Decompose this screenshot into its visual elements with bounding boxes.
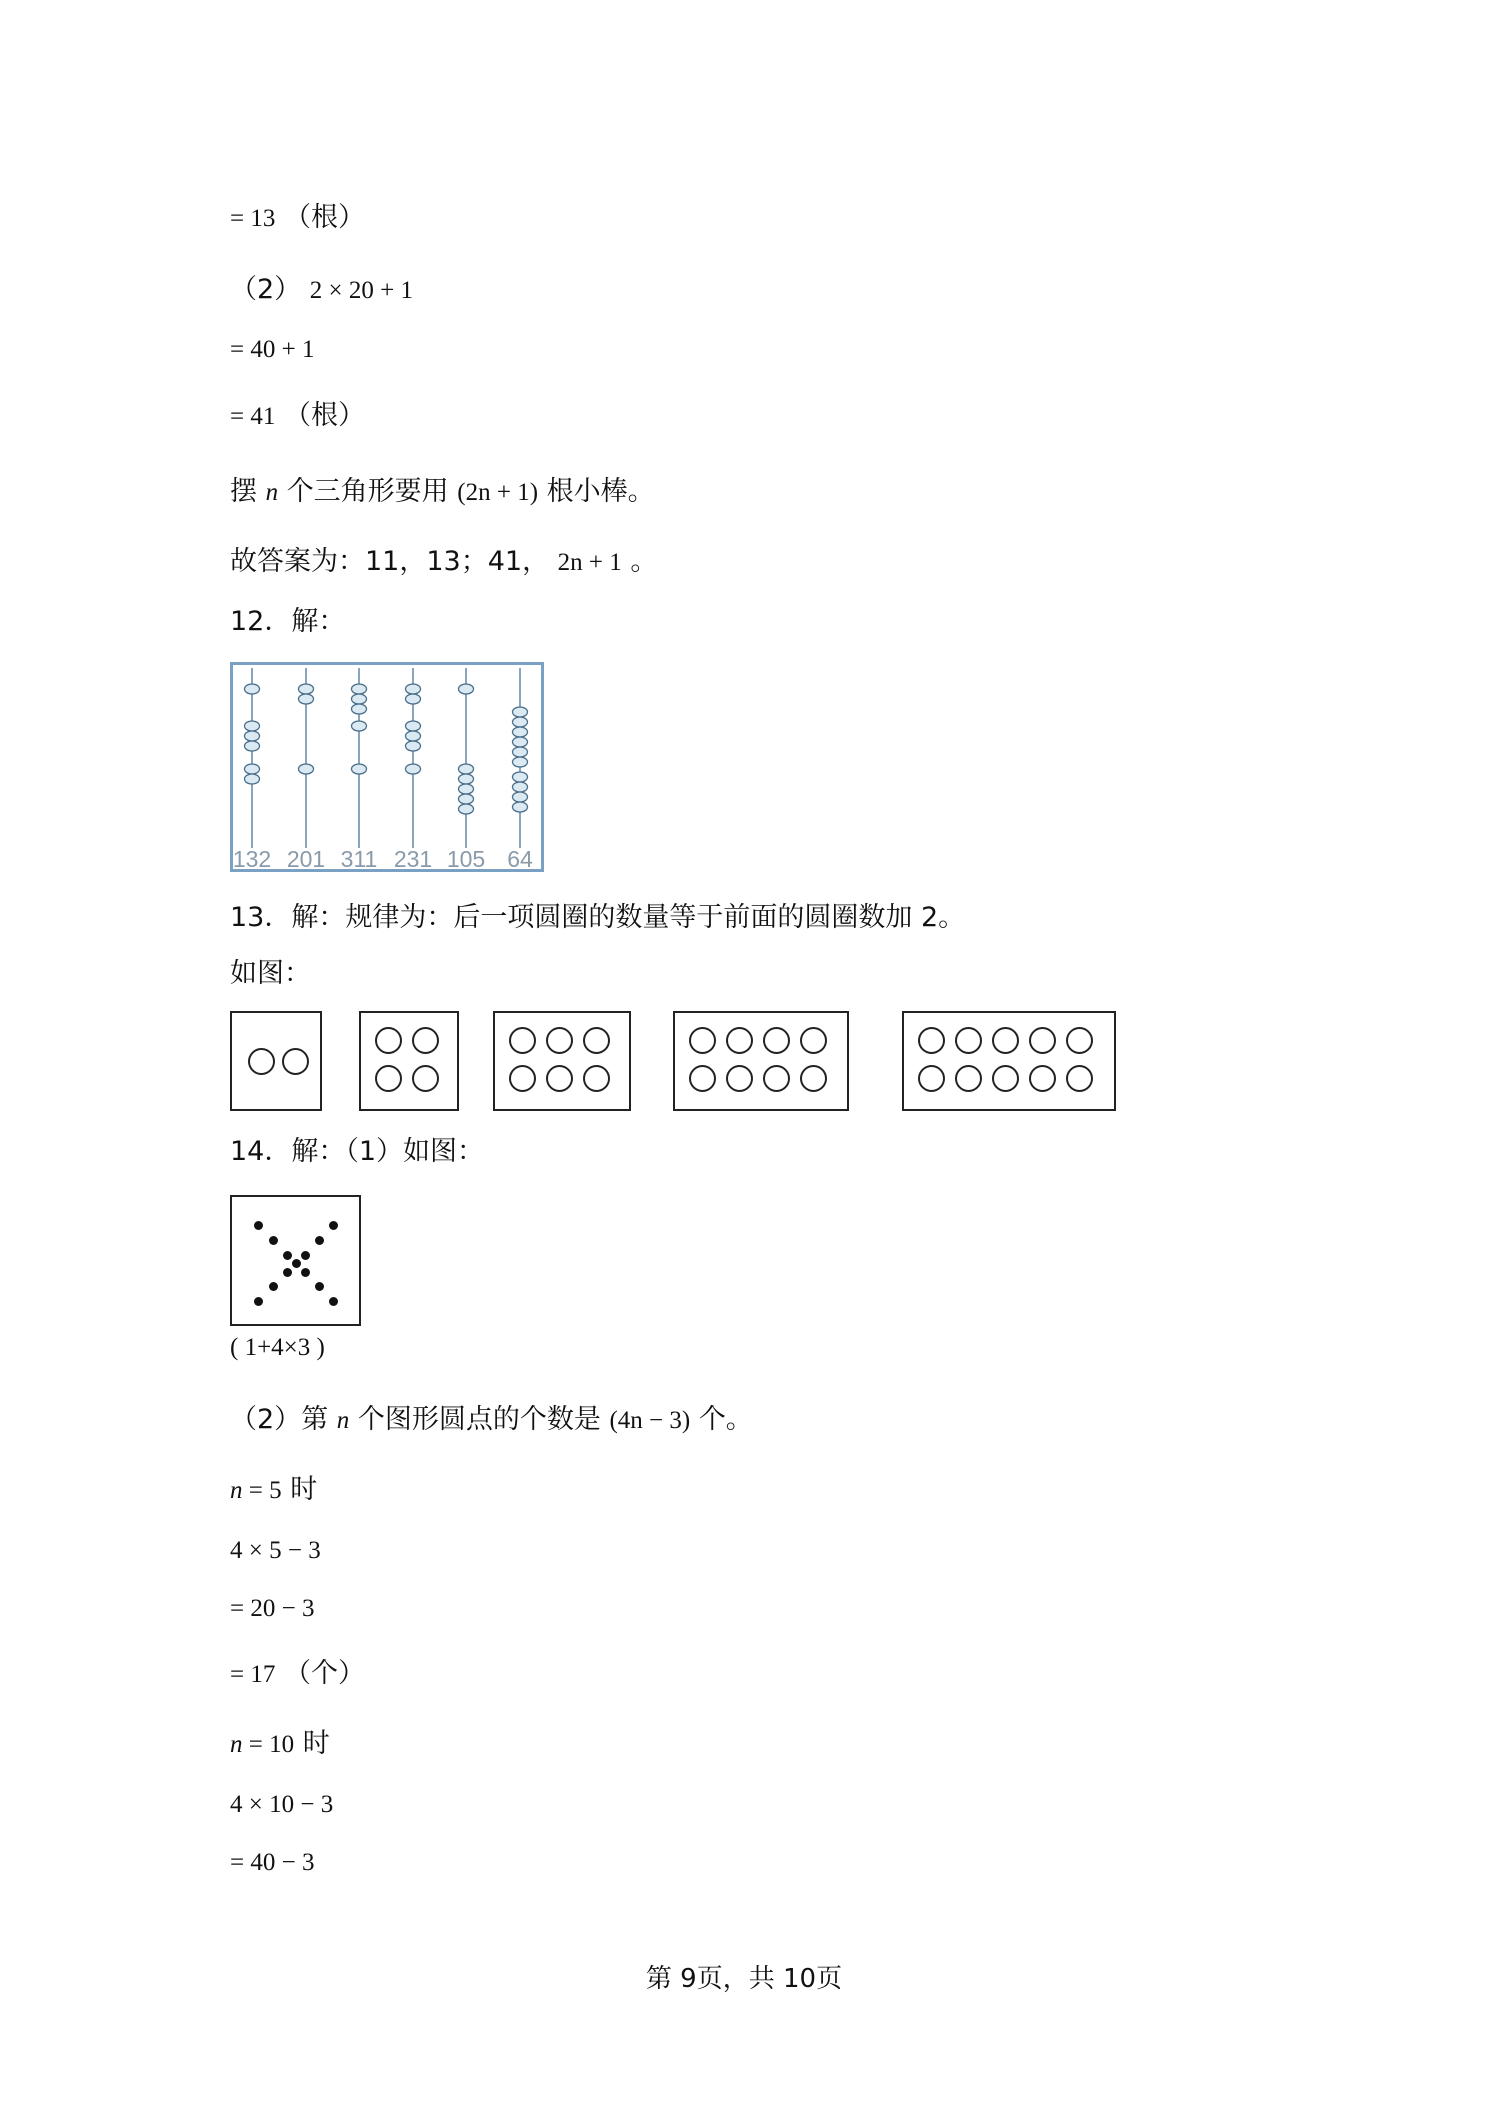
circle (726, 1027, 753, 1054)
abacus-bead (299, 684, 314, 694)
dot (283, 1251, 292, 1260)
circle (282, 1048, 309, 1075)
dot (301, 1268, 310, 1277)
abacus-bead (513, 802, 528, 812)
step-suffix: 时 (302, 1728, 330, 1759)
step-expression: 4 × 10 − 3 (230, 1791, 334, 1818)
part2-variable: n (336, 1407, 350, 1434)
circle (955, 1027, 982, 1054)
abacus-bead (245, 721, 260, 731)
circle (375, 1065, 402, 1092)
abacus-bead (513, 717, 528, 727)
abacus-bead (299, 694, 314, 704)
abacus-bead (406, 684, 421, 694)
part2-expression: (4n − 3) (609, 1407, 691, 1434)
abacus-bead (513, 782, 528, 792)
calc-expression: = 13 (230, 205, 276, 232)
abacus-bead (513, 707, 528, 717)
calc-line-2 (230, 272, 413, 309)
dot (329, 1221, 338, 1230)
abacus-value-label: 201 (286, 846, 326, 872)
abacus-svg (230, 662, 544, 872)
abacus-bead (406, 731, 421, 741)
abacus-bead (299, 764, 314, 774)
abacus-bead (513, 757, 528, 767)
dot-x-figure (230, 1195, 361, 1326)
circle (763, 1027, 790, 1054)
abacus-bead (352, 684, 367, 694)
answer-text: 故答案为：11，13；41， (230, 546, 550, 577)
calc-line-3 (230, 331, 314, 368)
circle (800, 1027, 827, 1054)
abacus-value-label: 132 (232, 846, 272, 872)
step-2 (230, 1532, 321, 1569)
step-expression: = 17 (230, 1661, 276, 1688)
circle (546, 1065, 573, 1092)
abacus-bead (513, 737, 528, 747)
q12-heading: 12．解： (230, 606, 346, 637)
general-rule-line (230, 474, 655, 511)
step-suffix: （个） (283, 1658, 365, 1689)
abacus-figure (230, 662, 544, 876)
circle (918, 1065, 945, 1092)
calc-line-1 (230, 200, 365, 237)
step-suffix: 时 (290, 1474, 318, 1505)
abacus-bead (245, 774, 260, 784)
abacus-bead (513, 727, 528, 737)
circle (955, 1065, 982, 1092)
step-3 (230, 1590, 314, 1627)
abacus-bead (513, 792, 528, 802)
part2-text-pre: （2）第 (230, 1404, 329, 1435)
circle (546, 1027, 573, 1054)
circle (375, 1027, 402, 1054)
circle (1029, 1065, 1056, 1092)
abacus-bead (459, 794, 474, 804)
circle (992, 1027, 1019, 1054)
q14-heading: 14．解：（1）如图： (230, 1136, 485, 1167)
abacus-bead (406, 721, 421, 731)
answer-expression: 2n + 1 (557, 549, 622, 576)
center-dot (292, 1259, 301, 1268)
abacus-bead (406, 694, 421, 704)
circle (992, 1065, 1019, 1092)
circle (918, 1027, 945, 1054)
dot (254, 1221, 263, 1230)
step-variable: n (230, 1477, 243, 1504)
circle (412, 1065, 439, 1092)
circle (689, 1065, 716, 1092)
abacus-bead (245, 741, 260, 751)
part2-text-post: 个。 (698, 1404, 753, 1435)
abacus-bead (459, 764, 474, 774)
q13-heading: 13．解：规律为：后一项圆圈的数量等于前面的圆圈数加 2。 (230, 902, 966, 933)
circle (689, 1027, 716, 1054)
calc-expression: = 40 + 1 (230, 336, 315, 363)
step-expression: = 10 (242, 1731, 295, 1758)
abacus-bead (459, 804, 474, 814)
circle-pattern-box (230, 1011, 322, 1111)
step-6 (230, 1786, 333, 1823)
circle (1029, 1027, 1056, 1054)
circle-pattern-box (493, 1011, 631, 1111)
dot (329, 1297, 338, 1306)
dot (269, 1282, 278, 1291)
dot (301, 1251, 310, 1260)
circle (800, 1065, 827, 1092)
abacus-bead (513, 747, 528, 757)
step-1 (230, 1472, 317, 1509)
calc-expression: = 41 (230, 403, 276, 430)
answer-period: 。 (630, 546, 658, 577)
step-expression: 4 × 5 − 3 (230, 1537, 321, 1564)
calc-expression: 2 × 20 + 1 (309, 277, 413, 304)
rule-expression: (2n + 1) (457, 479, 539, 506)
abacus-bead (352, 764, 367, 774)
dot (254, 1297, 263, 1306)
answer-line (230, 544, 657, 581)
abacus-bead (245, 684, 260, 694)
circle-pattern-box (902, 1011, 1116, 1111)
dot (315, 1282, 324, 1291)
dot (269, 1236, 278, 1245)
step-expression: = 40 − 3 (230, 1849, 315, 1876)
abacus-bead (245, 731, 260, 741)
abacus-bead (513, 772, 528, 782)
circle (248, 1048, 275, 1075)
circle (583, 1027, 610, 1054)
abacus-value-label: 105 (446, 846, 486, 872)
rule-text-pre: 摆 (230, 476, 257, 507)
step-expression: = 20 − 3 (230, 1595, 315, 1622)
step-expression: = 5 (242, 1477, 282, 1504)
rule-variable: n (265, 479, 279, 506)
dot (283, 1268, 292, 1277)
q13-sub: 如图： (230, 958, 311, 989)
abacus-value-label: 231 (393, 846, 433, 872)
circle-pattern-box (359, 1011, 459, 1111)
abacus-bead (352, 704, 367, 714)
abacus-bead (352, 694, 367, 704)
circle (726, 1065, 753, 1092)
rule-text-post: 根小棒。 (546, 476, 655, 507)
step-variable: n (230, 1731, 243, 1758)
dot (315, 1236, 324, 1245)
step-5 (230, 1726, 330, 1763)
circle (1066, 1065, 1093, 1092)
abacus-value-label: 64 (507, 846, 533, 872)
q14-part2 (230, 1402, 753, 1439)
part-label: （2） (230, 274, 302, 305)
abacus-bead (459, 774, 474, 784)
abacus-frame (232, 664, 543, 871)
page-footer: 第 9页，共 10页 (645, 1964, 843, 1994)
calc-unit: （根） (283, 400, 365, 431)
rule-text-mid: 个三角形要用 (286, 476, 449, 507)
circle (583, 1065, 610, 1092)
step-4 (230, 1656, 365, 1693)
abacus-bead (459, 784, 474, 794)
calc-unit: （根） (283, 202, 365, 233)
step-7 (230, 1844, 314, 1881)
part2-text-mid: 个图形圆点的个数是 (357, 1404, 601, 1435)
circle-pattern-box (673, 1011, 849, 1111)
circle (412, 1027, 439, 1054)
circle (509, 1065, 536, 1092)
abacus-bead (459, 684, 474, 694)
figure-caption: ( 1+4×3 ) (230, 1334, 325, 1361)
abacus-bead (406, 741, 421, 751)
circle (509, 1027, 536, 1054)
abacus-value-label: 311 (340, 846, 378, 872)
abacus-bead (406, 764, 421, 774)
abacus-bead (245, 764, 260, 774)
calc-line-4 (230, 398, 365, 435)
abacus-bead (352, 721, 367, 731)
circle (1066, 1027, 1093, 1054)
circle (763, 1065, 790, 1092)
